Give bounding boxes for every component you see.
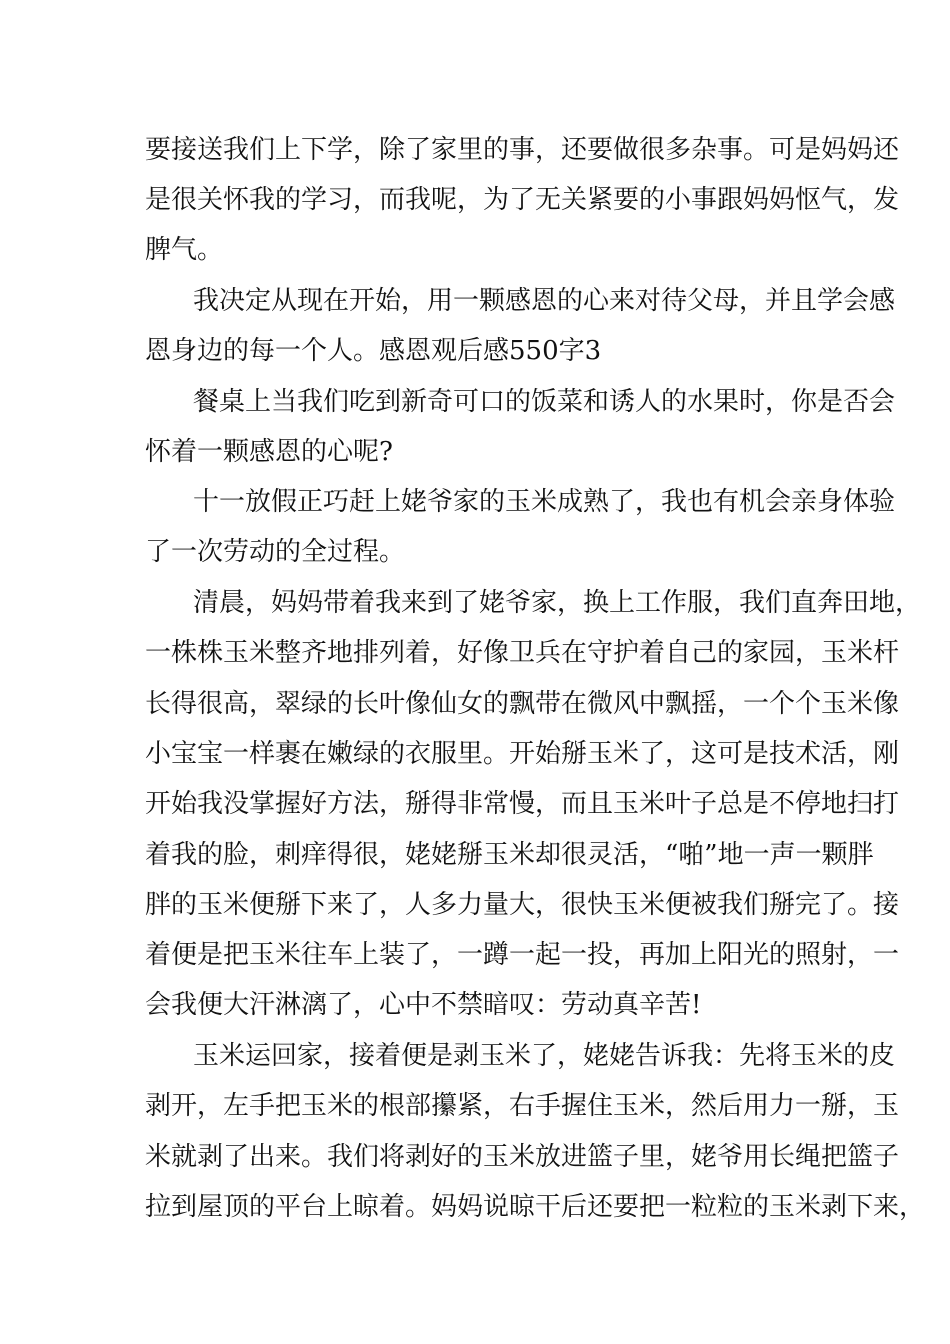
text-line: 着我的脸，刺痒得很，姥姥掰玉米却很灵活，“啪”地一声一颗胖: [145, 840, 874, 870]
text-line: 拉到屋顶的平台上晾着。妈妈说晾干后还要把一粒粒的玉米剥下来，: [145, 1192, 926, 1222]
text-line: 开始我没掌握好方法，掰得非常慢，而且玉米叶子总是不停地扫打: [145, 789, 900, 819]
text-line: 恩身边的每一个人。感恩观后感550字3: [145, 336, 602, 366]
text-line: 是很关怀我的学习，而我呢，为了无关紧要的小事跟妈妈怄气，发: [145, 185, 900, 215]
text-line: 要接送我们上下学，除了家里的事，还要做很多杂事。可是妈妈还: [145, 135, 900, 165]
text-line: 小宝宝一样裹在嫩绿的衣服里。开始掰玉米了，这可是技术活，刚: [145, 739, 900, 769]
text-line: 会我便大汗淋漓了，心中不禁暗叹：劳动真辛苦!: [145, 990, 702, 1020]
text-line: 着便是把玉米往车上装了，一蹲一起一投，再加上阳光的照射，一: [145, 940, 900, 970]
text-line: 米就剥了出来。我们将剥好的玉米放进篮子里，姥爷用长绳把篮子: [145, 1142, 900, 1172]
text-line: 了一次劳动的全过程。: [145, 537, 406, 567]
text-line: 剥开，左手把玉米的根部攥紧，右手握住玉米，然后用力一掰，玉: [145, 1091, 900, 1121]
text-line: 餐桌上当我们吃到新奇可口的饭菜和诱人的水果时，你是否会: [193, 387, 896, 417]
text-line: 玉米运回家，接着便是剥玉米了，姥姥告诉我：先将玉米的皮: [193, 1041, 896, 1071]
text-line: 清晨，妈妈带着我来到了姥爷家，换上工作服，我们直奔田地，: [193, 588, 922, 618]
text-line: 长得很高，翠绿的长叶像仙女的飘带在微风中飘摇，一个个玉米像: [145, 689, 900, 719]
text-line: 我决定从现在开始，用一颗感恩的心来对待父母，并且学会感: [193, 286, 896, 316]
text-line: 胖的玉米便掰下来了，人多力量大，很快玉米便被我们掰完了。接: [145, 890, 900, 920]
text-line: 一株株玉米整齐地排列着，好像卫兵在守护着自己的家园，玉米杆: [145, 638, 900, 668]
text-line: 十一放假正巧赶上姥爷家的玉米成熟了，我也有机会亲身体验: [193, 487, 896, 517]
text-line: 怀着一颗感恩的心呢?: [145, 437, 393, 467]
text-line: 脾气。: [145, 235, 224, 265]
